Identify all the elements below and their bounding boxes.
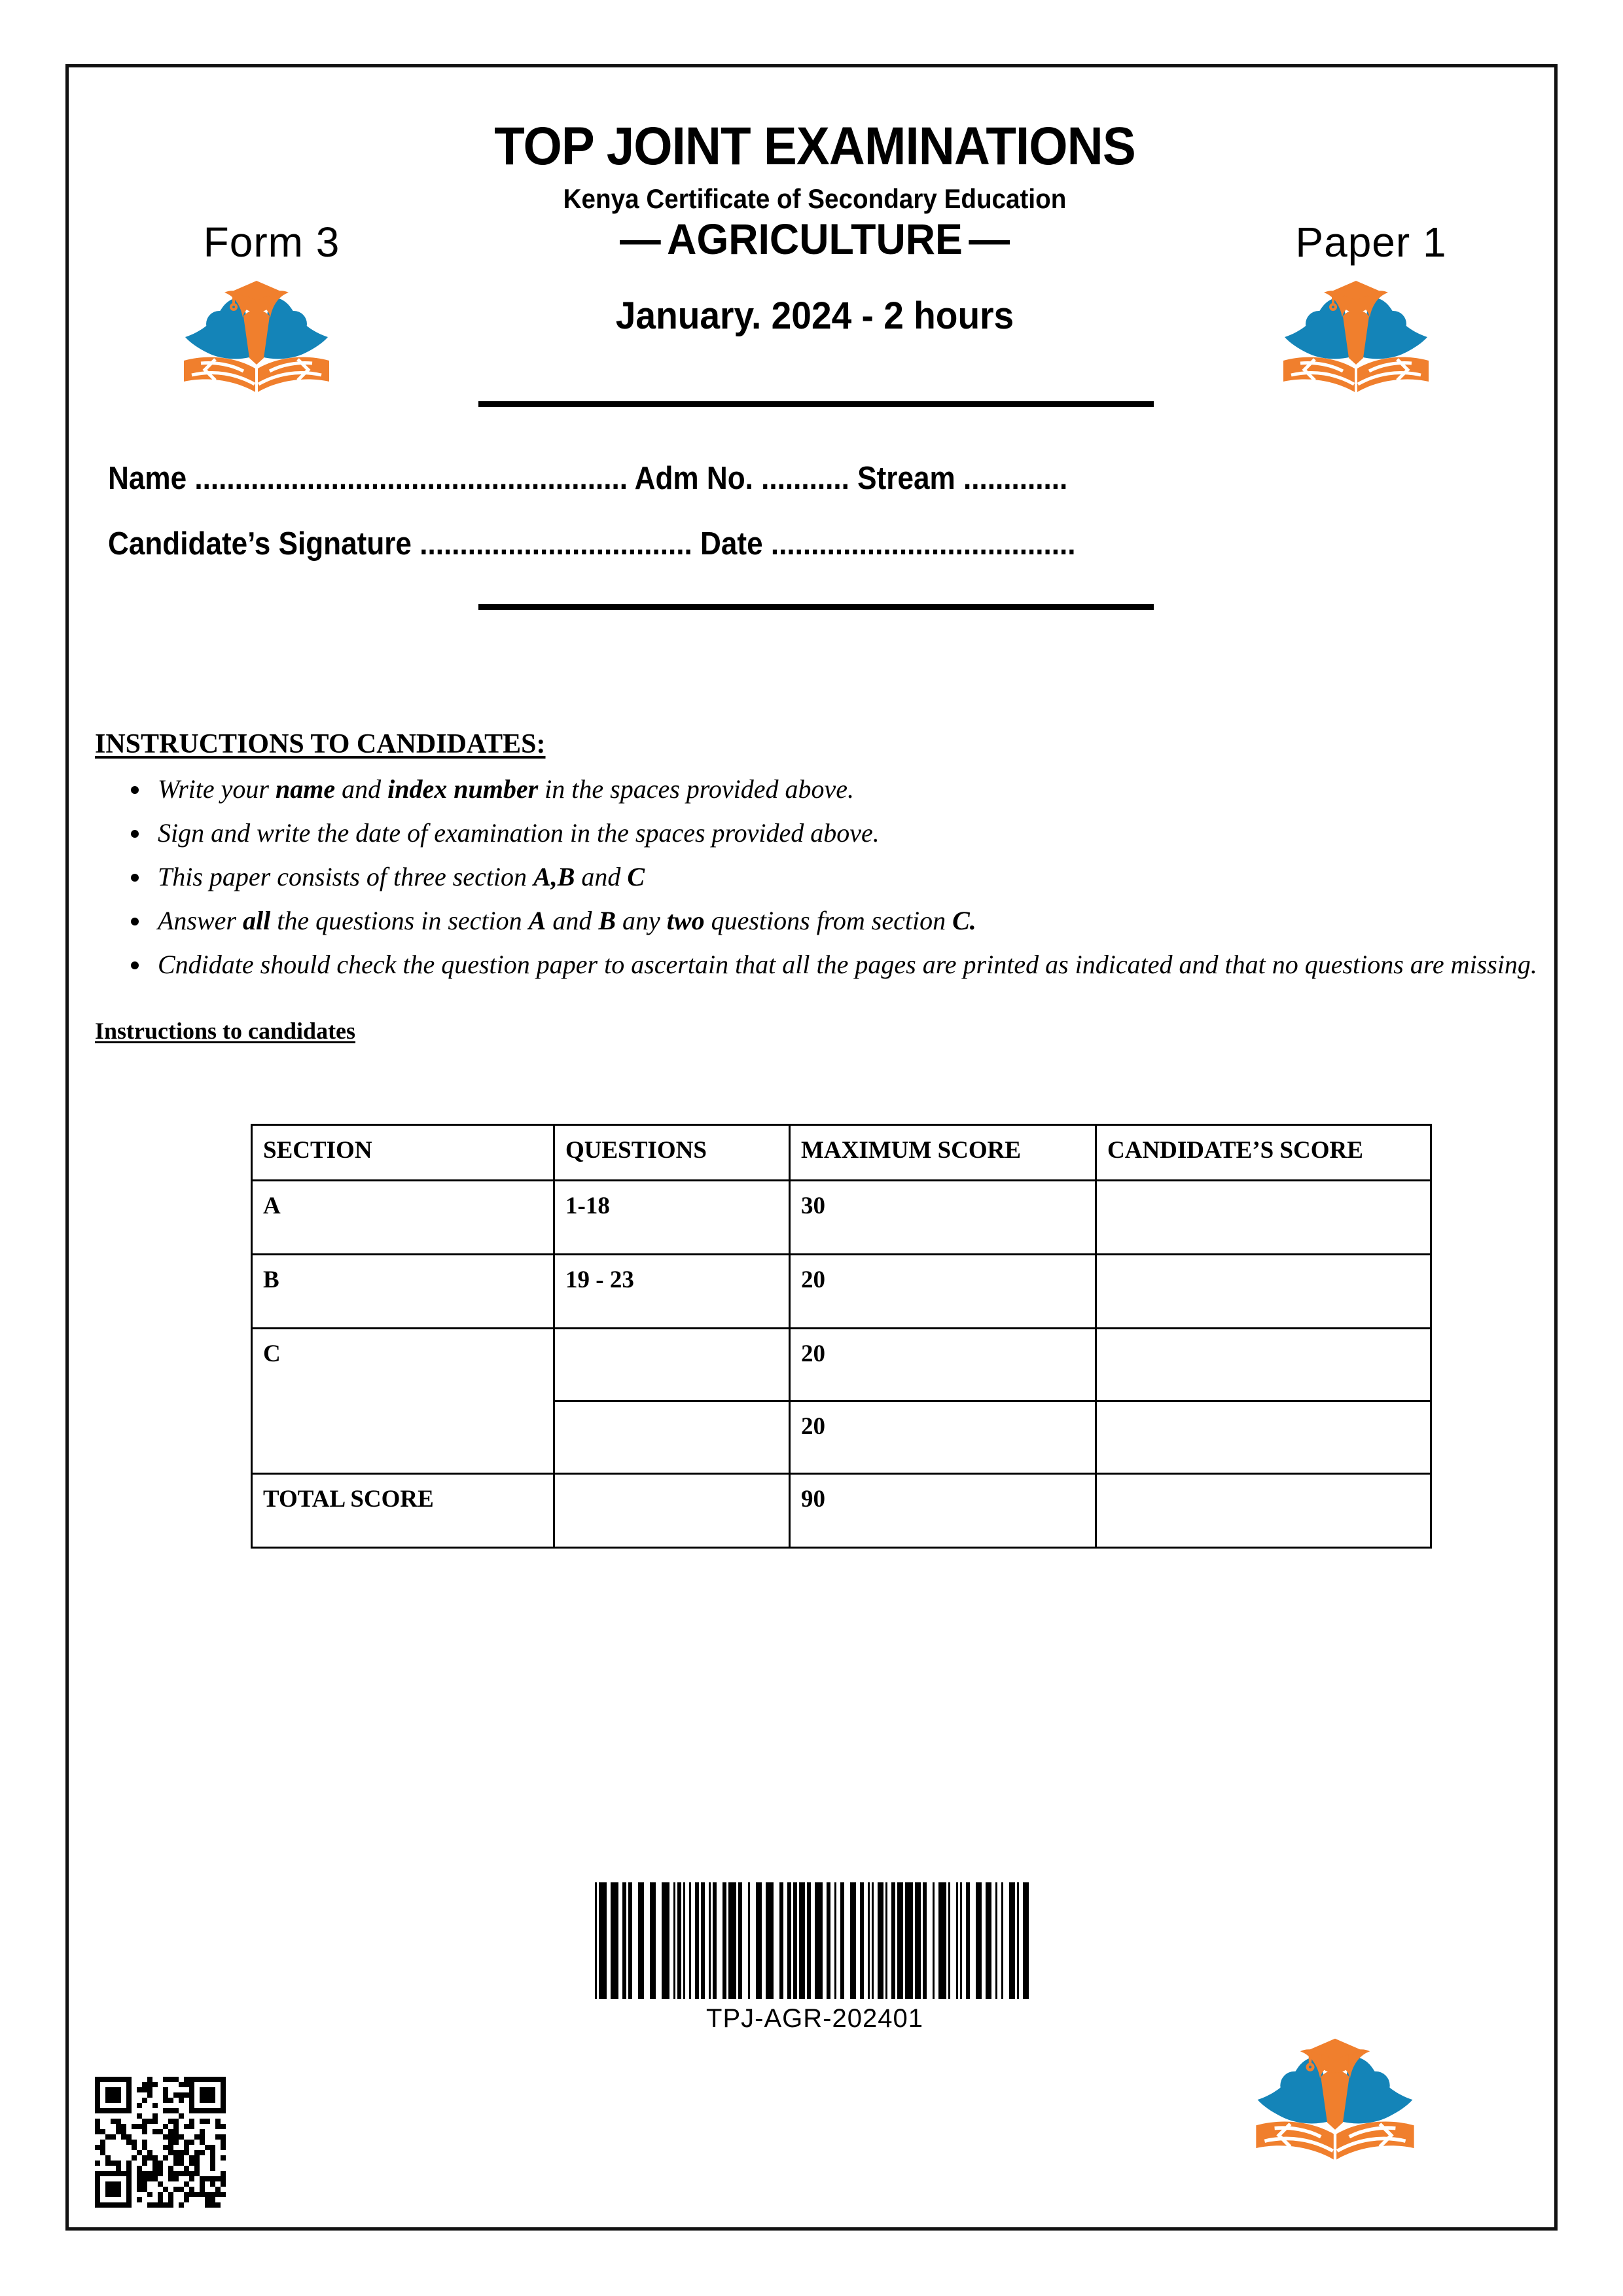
graduation-book-logo-icon [181,277,332,398]
exam-title: TOP JOINT EXAMINATIONS [494,117,1135,176]
cell-max-score: 20 [790,1401,1096,1474]
cell-questions [554,1329,790,1401]
qr-code-icon [95,2077,226,2211]
cell-max-score: 30 [790,1181,1096,1255]
cell-max-score: 20 [790,1329,1096,1401]
score-summary-table [251,1124,1432,1549]
page-border [65,64,1558,2231]
table-row [252,1181,1431,1255]
graduation-book-logo-icon [1281,277,1431,398]
cell-candidate-score[interactable] [1096,1181,1431,1255]
instruction-item: • Write your name and index number in the spaces provided above. [151,769,1541,810]
exam-header [69,67,1561,410]
instructions-subheading: Instructions to candidates [95,1018,356,1044]
graduation-book-logo-icon [1253,2034,1417,2166]
candidate-divider-rule [478,604,1154,610]
cell-candidate-score[interactable] [1096,1401,1431,1474]
instruction-item: • Sign and write the date of examination in the spaces provided above. [151,813,1541,853]
barcode-icon [595,1882,1035,1999]
column-header-candidate: CANDIDATE’S SCORE [1096,1125,1431,1181]
instruction-item: • Answer all the questions in section A and B any two questions from section C. [151,901,1541,941]
cell-max-score: 20 [790,1255,1096,1329]
paper-label: Paper 1 [1295,219,1447,266]
instructions-section [88,728,1541,1045]
candidate-name-line: Name ...................................................... Adm No. ........... Stream ............. [108,461,1068,496]
cell-candidate-score[interactable] [1096,1255,1431,1329]
instruction-item: • Cndidate should check the question paper to ascertain that all the pages are printed as indicated and that no questions are missing. [151,944,1541,985]
dash-left-icon: — [619,215,661,264]
cell-questions [554,1401,790,1474]
column-header-section: SECTION [252,1125,554,1181]
cell-max-score: 90 [790,1474,1096,1548]
instructions-heading: INSTRUCTIONS TO CANDIDATES: [95,729,546,759]
column-header-questions: QUESTIONS [554,1125,790,1181]
table-row-total [252,1474,1431,1548]
subject-name: AGRICULTURE [667,215,963,264]
cell-section: B [252,1255,554,1329]
barcode-block [69,1874,1561,2034]
cell-questions [554,1474,790,1548]
header-row [69,214,1561,410]
barcode-label: TPJ-AGR-202401 [706,2004,923,2033]
cell-questions: 19 - 23 [554,1255,790,1329]
table-row [252,1329,1431,1401]
cell-candidate-score[interactable] [1096,1474,1431,1548]
candidate-signature-line: Candidate’s Signature .................................. Date ...................................... [108,526,1076,562]
subject-title [423,214,1207,264]
cell-candidate-score[interactable] [1096,1329,1431,1401]
cell-section: A [252,1181,554,1255]
exam-subtitle: Kenya Certificate of Secondary Education [563,183,1067,214]
cell-section: C [252,1329,554,1474]
form-label: Form 3 [203,219,340,266]
cell-questions: 1-18 [554,1181,790,1255]
cell-section-total: TOTAL SCORE [252,1474,554,1548]
exam-date-duration: January. 2024 - 2 hours [615,295,1014,338]
instructions-list [88,769,1541,985]
column-header-maximum: MAXIMUM SCORE [790,1125,1096,1181]
table-row [252,1255,1431,1329]
dash-right-icon: — [969,215,1010,264]
header-divider-rule [478,401,1154,407]
instruction-item: • This paper consists of three section A,B and C [151,857,1541,897]
table-header-row [252,1125,1431,1181]
